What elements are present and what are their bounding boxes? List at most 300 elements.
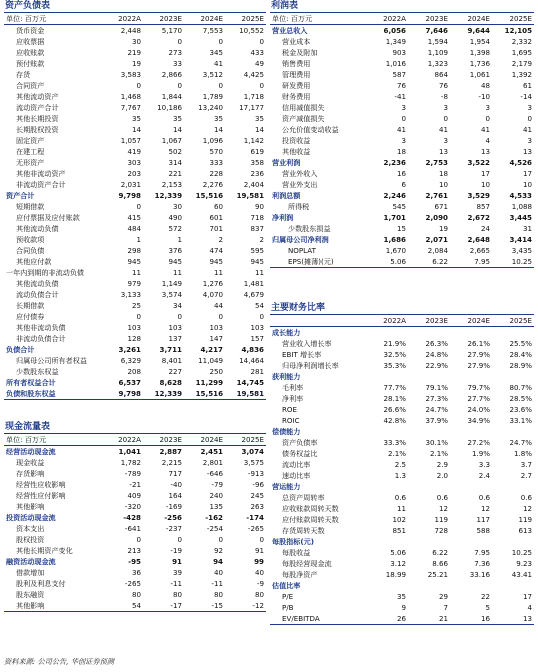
row-label: 资产负债率 <box>282 438 318 447</box>
row-value: 12 <box>522 504 532 513</box>
row-value: -41 <box>394 92 406 101</box>
row-label: 经营性应付影响 <box>16 491 66 500</box>
table-row <box>270 179 534 190</box>
table-row <box>270 393 534 404</box>
row-value: 1 <box>177 235 182 244</box>
row-value <box>450 536 492 547</box>
table-row <box>270 234 534 245</box>
row-value: 2,448 <box>120 26 141 35</box>
row-value: 3,414 <box>509 235 532 244</box>
row-value: 28.9% <box>509 361 532 370</box>
row-value: 1,481 <box>243 279 264 288</box>
row-value: 24.0% <box>467 405 490 414</box>
row-value: 0 <box>527 114 532 123</box>
row-label: 利润总额 <box>272 191 301 200</box>
row-value: 9.23 <box>516 559 532 568</box>
row-label: 流动比率 <box>282 460 311 469</box>
table-row <box>270 113 534 124</box>
table-row <box>270 459 534 470</box>
row-value: 4 <box>485 136 490 145</box>
table-row <box>4 600 266 612</box>
row-value: 0 <box>177 535 182 544</box>
row-value: 18.99 <box>385 570 406 579</box>
row-value: 1.8% <box>513 449 532 458</box>
row-value: 7 <box>443 603 448 612</box>
financial-ratios-table <box>270 315 534 625</box>
row-value: 19 <box>438 224 448 233</box>
row-value: 419 <box>127 147 141 156</box>
row-value <box>450 426 492 437</box>
row-value: 128 <box>127 334 141 343</box>
row-value: 13,240 <box>198 103 223 112</box>
row-label: 公允价值变动收益 <box>282 125 339 134</box>
row-value: -320 <box>124 502 141 511</box>
table-row <box>270 360 534 371</box>
row-label: 每股收益 <box>282 548 311 557</box>
row-label: 融资活动现金流 <box>6 557 56 566</box>
row-value: 945 <box>127 257 141 266</box>
row-value: 0.6 <box>394 493 406 502</box>
row-label: 营业总收入 <box>272 26 308 35</box>
row-value: 13 <box>438 147 448 156</box>
row-value: 41 <box>213 59 223 68</box>
row-value: 3,435 <box>511 246 532 255</box>
row-value: 572 <box>168 224 182 233</box>
row-value: 41 <box>438 125 448 134</box>
row-value: 7.95 <box>450 256 492 268</box>
table-row <box>4 578 266 589</box>
row-label: 应收账款周转天数 <box>282 504 339 513</box>
row-value: 0 <box>136 535 141 544</box>
row-value: -79 <box>211 480 223 489</box>
row-value: 103 <box>127 323 141 332</box>
row-value: 24.7% <box>509 438 532 447</box>
row-value: 0 <box>443 114 448 123</box>
row-label: 债务权益比 <box>282 449 318 458</box>
row-value: 0 <box>259 312 264 321</box>
table-row <box>4 567 266 578</box>
row-value: 19,581 <box>236 191 264 200</box>
row-value: 701 <box>209 224 223 233</box>
row-value: 14 <box>172 125 182 134</box>
row-label: 每股净资产 <box>282 570 318 579</box>
row-value: 35 <box>396 592 406 601</box>
row-value: 35 <box>172 114 182 123</box>
balance-sheet-table <box>4 13 266 400</box>
row-value: 979 <box>127 279 141 288</box>
row-value: 25.21 <box>427 570 448 579</box>
row-value <box>492 327 534 339</box>
row-value: 613 <box>518 526 532 535</box>
table-row <box>270 613 534 625</box>
row-value: 40 <box>254 568 264 577</box>
row-value: 3 <box>527 136 532 145</box>
row-value: 7,553 <box>202 26 223 35</box>
header-unit: 单位: 百万元 <box>270 13 366 25</box>
row-value: 11 <box>172 268 182 277</box>
row-value: 9,644 <box>467 26 490 35</box>
row-value: 92 <box>213 546 223 555</box>
row-value: 1,695 <box>511 48 532 57</box>
row-value: 11,299 <box>195 378 223 387</box>
row-value: 3.7 <box>520 460 532 469</box>
row-value: 13 <box>480 147 490 156</box>
row-value: 1.9% <box>471 449 490 458</box>
row-value: 12 <box>438 504 448 513</box>
row-label: 营运能力 <box>272 482 301 491</box>
row-label: 资产合计 <box>6 191 35 200</box>
row-value: 25 <box>131 301 141 310</box>
row-value: 213 <box>127 546 141 555</box>
row-value: 34.9% <box>467 416 490 425</box>
row-value: 76 <box>396 81 406 90</box>
row-label: 信用减值损失 <box>282 103 325 112</box>
row-value: 0 <box>218 535 223 544</box>
row-value: -96 <box>252 480 264 489</box>
row-value: 3 <box>485 103 490 112</box>
row-value: 5,170 <box>161 26 182 35</box>
row-value: 2.0 <box>436 471 448 480</box>
row-value: 474 <box>209 246 223 255</box>
cash-flow-title: 现金流量表 <box>4 421 266 434</box>
header-year: 2022A <box>102 13 143 25</box>
row-value <box>450 580 492 591</box>
row-value: 37.9% <box>425 416 448 425</box>
table-row <box>4 355 266 366</box>
row-label: 存货影响 <box>16 469 45 478</box>
row-value: 14 <box>213 125 223 134</box>
table-row <box>270 102 534 113</box>
row-value: 2,153 <box>161 180 182 189</box>
header-unit: 单位: 百万元 <box>4 434 102 446</box>
row-value: 18 <box>438 169 448 178</box>
table-row <box>4 556 266 567</box>
row-value <box>366 536 408 547</box>
row-label: 归母净利润增长率 <box>282 361 339 370</box>
row-value: 30 <box>131 37 141 46</box>
row-value: -237 <box>165 524 182 533</box>
row-value: 588 <box>476 526 490 535</box>
row-value <box>366 327 408 339</box>
row-value: 90 <box>254 202 264 211</box>
table-row <box>4 446 266 458</box>
row-value: -641 <box>124 524 141 533</box>
row-value: 0.6 <box>436 493 448 502</box>
row-value: 1,736 <box>469 59 490 68</box>
table-row <box>270 58 534 69</box>
row-value: 27.2% <box>467 438 490 447</box>
row-value: 3 <box>443 136 448 145</box>
row-value: 3,133 <box>120 290 141 299</box>
row-value: 1,041 <box>118 447 141 456</box>
row-value: -11 <box>211 579 223 588</box>
row-value: 570 <box>209 147 223 156</box>
table-row <box>270 525 534 536</box>
row-value: 2.9 <box>436 460 448 469</box>
row-label: 销售费用 <box>282 59 311 68</box>
header-year: 2024E <box>184 13 225 25</box>
row-value: 157 <box>250 334 264 343</box>
row-label: 投资收益 <box>282 136 311 145</box>
table-row <box>4 69 266 80</box>
row-value: 2.1% <box>387 449 406 458</box>
table-row <box>270 69 534 80</box>
row-value: 42.8% <box>383 416 406 425</box>
table-row <box>270 514 534 525</box>
row-label: 投资活动现金流 <box>6 513 56 522</box>
row-value: 0 <box>401 114 406 123</box>
row-value: 94 <box>213 557 223 566</box>
row-value: 3,711 <box>159 345 182 354</box>
row-value: 79.7% <box>467 383 490 392</box>
row-value: 484 <box>127 224 141 233</box>
row-value: 27.9% <box>467 350 490 359</box>
row-label: 少数股东权益 <box>16 367 59 376</box>
row-value <box>366 371 408 382</box>
table-row <box>270 327 534 339</box>
table-row <box>270 547 534 558</box>
row-value: 21.9% <box>383 339 406 348</box>
row-value: 9 <box>401 603 406 612</box>
row-value: 314 <box>168 158 182 167</box>
row-value: 4,070 <box>202 290 223 299</box>
row-value: 298 <box>127 246 141 255</box>
table-row <box>270 25 534 37</box>
row-value: 26.6% <box>383 405 406 414</box>
row-label: 研发费用 <box>282 81 311 90</box>
row-value: 103 <box>250 323 264 332</box>
row-value: 35 <box>131 114 141 123</box>
row-value: 102 <box>392 515 406 524</box>
row-label: 其他非流动负债 <box>16 323 66 332</box>
row-value: -646 <box>206 469 223 478</box>
row-label: 应付票据及应付账款 <box>16 213 80 222</box>
row-label: 存货 <box>16 70 31 79</box>
row-value: 2,236 <box>383 158 406 167</box>
row-value: 245 <box>250 491 264 500</box>
row-value: 3,529 <box>467 191 490 200</box>
table-row <box>270 415 534 426</box>
row-label: 获利能力 <box>272 372 301 381</box>
row-value: 80.7% <box>509 383 532 392</box>
table-row <box>4 36 266 47</box>
table-row <box>4 523 266 534</box>
table-row <box>4 256 266 267</box>
row-label: 财务费用 <box>282 92 311 101</box>
row-value: 26 <box>366 613 408 625</box>
row-value: 1,057 <box>120 136 141 145</box>
row-label: 每股经营现金流 <box>282 559 332 568</box>
income-statement-table <box>270 13 534 268</box>
row-label: NOPLAT <box>288 246 316 255</box>
row-label: 存货周转天数 <box>282 526 325 535</box>
table-row <box>4 168 266 179</box>
row-value: 3,583 <box>120 70 141 79</box>
row-value: 6.22 <box>432 548 448 557</box>
row-value: 502 <box>168 147 182 156</box>
row-value: 16 <box>450 613 492 625</box>
row-value: 80 <box>131 590 141 599</box>
row-value: 2,648 <box>467 235 490 244</box>
row-value: 1,323 <box>427 59 448 68</box>
row-value <box>492 580 534 591</box>
row-value: 6,537 <box>118 378 141 387</box>
row-value: -8 <box>440 92 448 101</box>
table-row <box>270 338 534 349</box>
table-row <box>270 47 534 58</box>
row-value: 99 <box>254 557 264 566</box>
table-row <box>270 201 534 212</box>
row-label: 短期借款 <box>16 202 45 211</box>
table-row <box>270 448 534 459</box>
row-label: 预付账款 <box>16 59 45 68</box>
row-value: -254 <box>206 524 223 533</box>
row-value: 17,177 <box>239 103 264 112</box>
row-label: 股利及利息支付 <box>16 579 66 588</box>
table-row <box>4 388 266 400</box>
table-row <box>4 80 266 91</box>
row-value: 1,789 <box>202 92 223 101</box>
row-value: 409 <box>127 491 141 500</box>
row-value: 117 <box>476 515 490 524</box>
row-value: 2,332 <box>511 37 532 46</box>
row-label: 一年内到期的非流动负债 <box>6 268 85 277</box>
table-row <box>270 135 534 146</box>
table-row <box>270 580 534 591</box>
row-value: 33.16 <box>469 570 490 579</box>
table-row <box>270 591 534 602</box>
header-year: 2022A <box>366 13 408 25</box>
row-value: 3,575 <box>243 458 264 467</box>
row-value: 6,329 <box>120 356 141 365</box>
row-value: 1,142 <box>243 136 264 145</box>
row-label: 经营性应收影响 <box>16 480 66 489</box>
row-value: 2.7 <box>520 471 532 480</box>
row-value: 228 <box>209 169 223 178</box>
row-value: 2 <box>218 235 223 244</box>
row-value: 3 <box>527 103 532 112</box>
row-value: 147 <box>209 334 223 343</box>
row-value: 2,404 <box>243 180 264 189</box>
row-label: 无形资产 <box>16 158 45 167</box>
row-value: 3 <box>401 103 406 112</box>
table-row <box>270 157 534 168</box>
table-row <box>4 512 266 523</box>
row-value: 22.9% <box>425 361 448 370</box>
row-label: 其他应付款 <box>16 257 52 266</box>
row-value <box>366 580 408 591</box>
row-value: 945 <box>168 257 182 266</box>
row-value: 19 <box>131 59 141 68</box>
row-value: 80 <box>172 590 182 599</box>
row-value: 11,049 <box>198 356 223 365</box>
row-value: 15,516 <box>195 191 223 200</box>
header-year: 2025E <box>225 434 266 446</box>
row-value: 1,061 <box>469 70 490 79</box>
balance-sheet-title: 资产负债表 <box>4 0 266 13</box>
row-label: 净利率 <box>282 394 304 403</box>
row-value: 0 <box>259 37 264 46</box>
row-value: 14,745 <box>236 378 264 387</box>
header-year: 2024E <box>450 13 492 25</box>
row-value: 7.36 <box>474 559 490 568</box>
row-value: 0 <box>136 81 141 90</box>
table-row <box>4 25 266 37</box>
row-value: 5 <box>485 603 490 612</box>
row-value: 4,526 <box>509 158 532 167</box>
table-row <box>4 366 266 377</box>
row-value: 857 <box>476 202 490 211</box>
row-value: 1,844 <box>161 92 182 101</box>
row-label: 在建工程 <box>16 147 45 156</box>
row-label: 其他流动负债 <box>16 279 59 288</box>
row-value: 15 <box>396 224 406 233</box>
row-value: -21 <box>129 480 141 489</box>
row-value: 22 <box>480 592 490 601</box>
row-value: 273 <box>168 48 182 57</box>
table-row <box>4 91 266 102</box>
row-value: 76 <box>438 81 448 90</box>
row-value: 41 <box>522 125 532 134</box>
row-value: 49 <box>254 59 264 68</box>
row-value: -11 <box>170 579 182 588</box>
financial-ratios-title: 主要财务比率 <box>270 302 534 315</box>
row-value: 13 <box>492 613 534 625</box>
header-year: 2024E <box>184 434 225 446</box>
row-value: -169 <box>165 502 182 511</box>
header-year: 2025E <box>492 315 534 327</box>
row-value: 26.1% <box>467 339 490 348</box>
row-value: 851 <box>392 526 406 535</box>
row-value: 2,179 <box>511 59 532 68</box>
row-value: 19,581 <box>225 388 266 400</box>
row-value: 10,186 <box>157 103 182 112</box>
row-value: 119 <box>518 515 532 524</box>
table-row <box>270 470 534 481</box>
row-value: 41 <box>396 125 406 134</box>
row-value: 25.5% <box>509 339 532 348</box>
row-value: 35 <box>254 114 264 123</box>
row-label: 其他收益 <box>282 147 311 156</box>
row-label: 所有者权益合计 <box>6 378 56 387</box>
row-value: 12 <box>480 504 490 513</box>
row-label: 负债和股东权益 <box>4 388 102 400</box>
row-value: 13 <box>522 147 532 156</box>
row-value: 219 <box>127 48 141 57</box>
row-value: 0 <box>136 202 141 211</box>
row-value: 23.6% <box>509 405 532 414</box>
row-value: 61 <box>522 81 532 90</box>
row-value: 250 <box>209 367 223 376</box>
row-value <box>408 426 450 437</box>
row-label: 现金收益 <box>16 458 45 467</box>
row-label: 营业收入增长率 <box>282 339 332 348</box>
row-value: 36 <box>131 568 141 577</box>
row-label: ROE <box>282 405 297 414</box>
row-label: 估值比率 <box>272 581 301 590</box>
row-value: 240 <box>209 491 223 500</box>
table-row <box>270 481 534 492</box>
row-value: 1,276 <box>202 279 223 288</box>
row-value: 27.7% <box>467 394 490 403</box>
row-value: 208 <box>127 367 141 376</box>
row-label: 股权投资 <box>16 535 45 544</box>
row-value: 2,215 <box>161 458 182 467</box>
row-value: 7,767 <box>120 103 141 112</box>
row-value: 10 <box>522 180 532 189</box>
row-label: 应付债券 <box>16 312 45 321</box>
row-label: 其他影响 <box>16 502 45 511</box>
